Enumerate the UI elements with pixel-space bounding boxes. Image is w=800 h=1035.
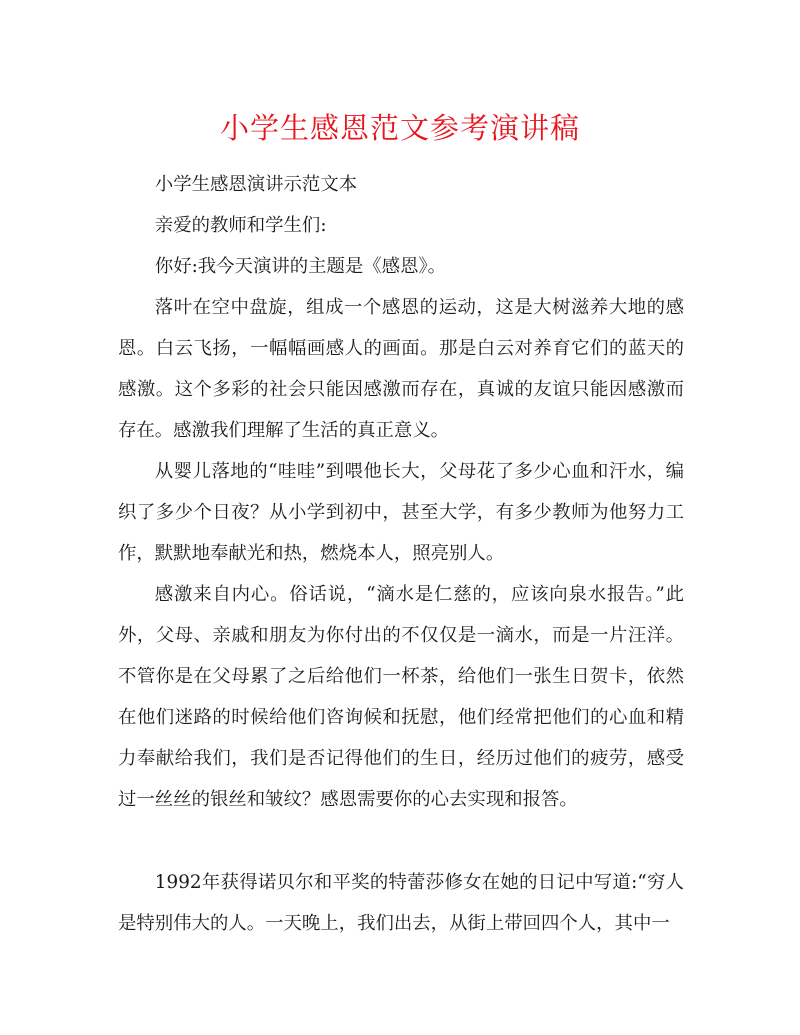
paragraph-parents: 从婴儿落地的“哇哇”到喂他长大，父母花了多少心血和汗水，编织了多少个日夜？从小学到初中，甚至大学，有多少教师为他努力工作，默默地奉献光和热，燃烧本人，照亮别人。	[118, 461, 684, 564]
document-body	[118, 164, 684, 944]
paragraph-greeting: 你好:我今天演讲的主题是《感恩》。	[154, 256, 447, 277]
paragraph-gratitude: 感激来自内心。俗话说，“滴水是仁慈的，应该向泉水报告。”此外，父母、亲戚和朋友为你付出的不仅仅是一滴水，而是一片汪洋。不管你是在父母累了之后给他们一杯茶，给他们一张生日贺卡，依然在他们迷路的时候给他们咨询候和抚慰，他们经常把他们的心血和精力奉献给我们，我们是否记得他们的生日，经历过他们的疲劳，感受过一丝丝的银丝和皱纹？感恩需要你的心去实现和报答。	[118, 584, 684, 810]
paragraph-salutation: 亲爱的教师和学生们:	[154, 215, 327, 236]
paragraph-falling-leaves: 落叶在空中盘旋，组成一个感恩的运动，这是大树滋养大地的感恩。白云飞扬，一幅幅画感人的画面。那是白云对养育它们的蓝天的感激。这个多彩的社会只能因感激而存在，真诚的友谊只能因感激而存在。感激我们理解了生活的真正意义。	[118, 297, 684, 441]
paragraph-teresa: 1992年获得诺贝尔和平奖的特蕾莎修女在她的日记中写道:“穷人是特别伟大的人。一天晚上，我们出去，从街上带回四个人，其中一	[118, 872, 684, 934]
document-title: 小学生感恩范文参考演讲稿	[219, 111, 580, 145]
paragraph-subtitle: 小学生感恩演讲示范文本	[154, 174, 358, 195]
